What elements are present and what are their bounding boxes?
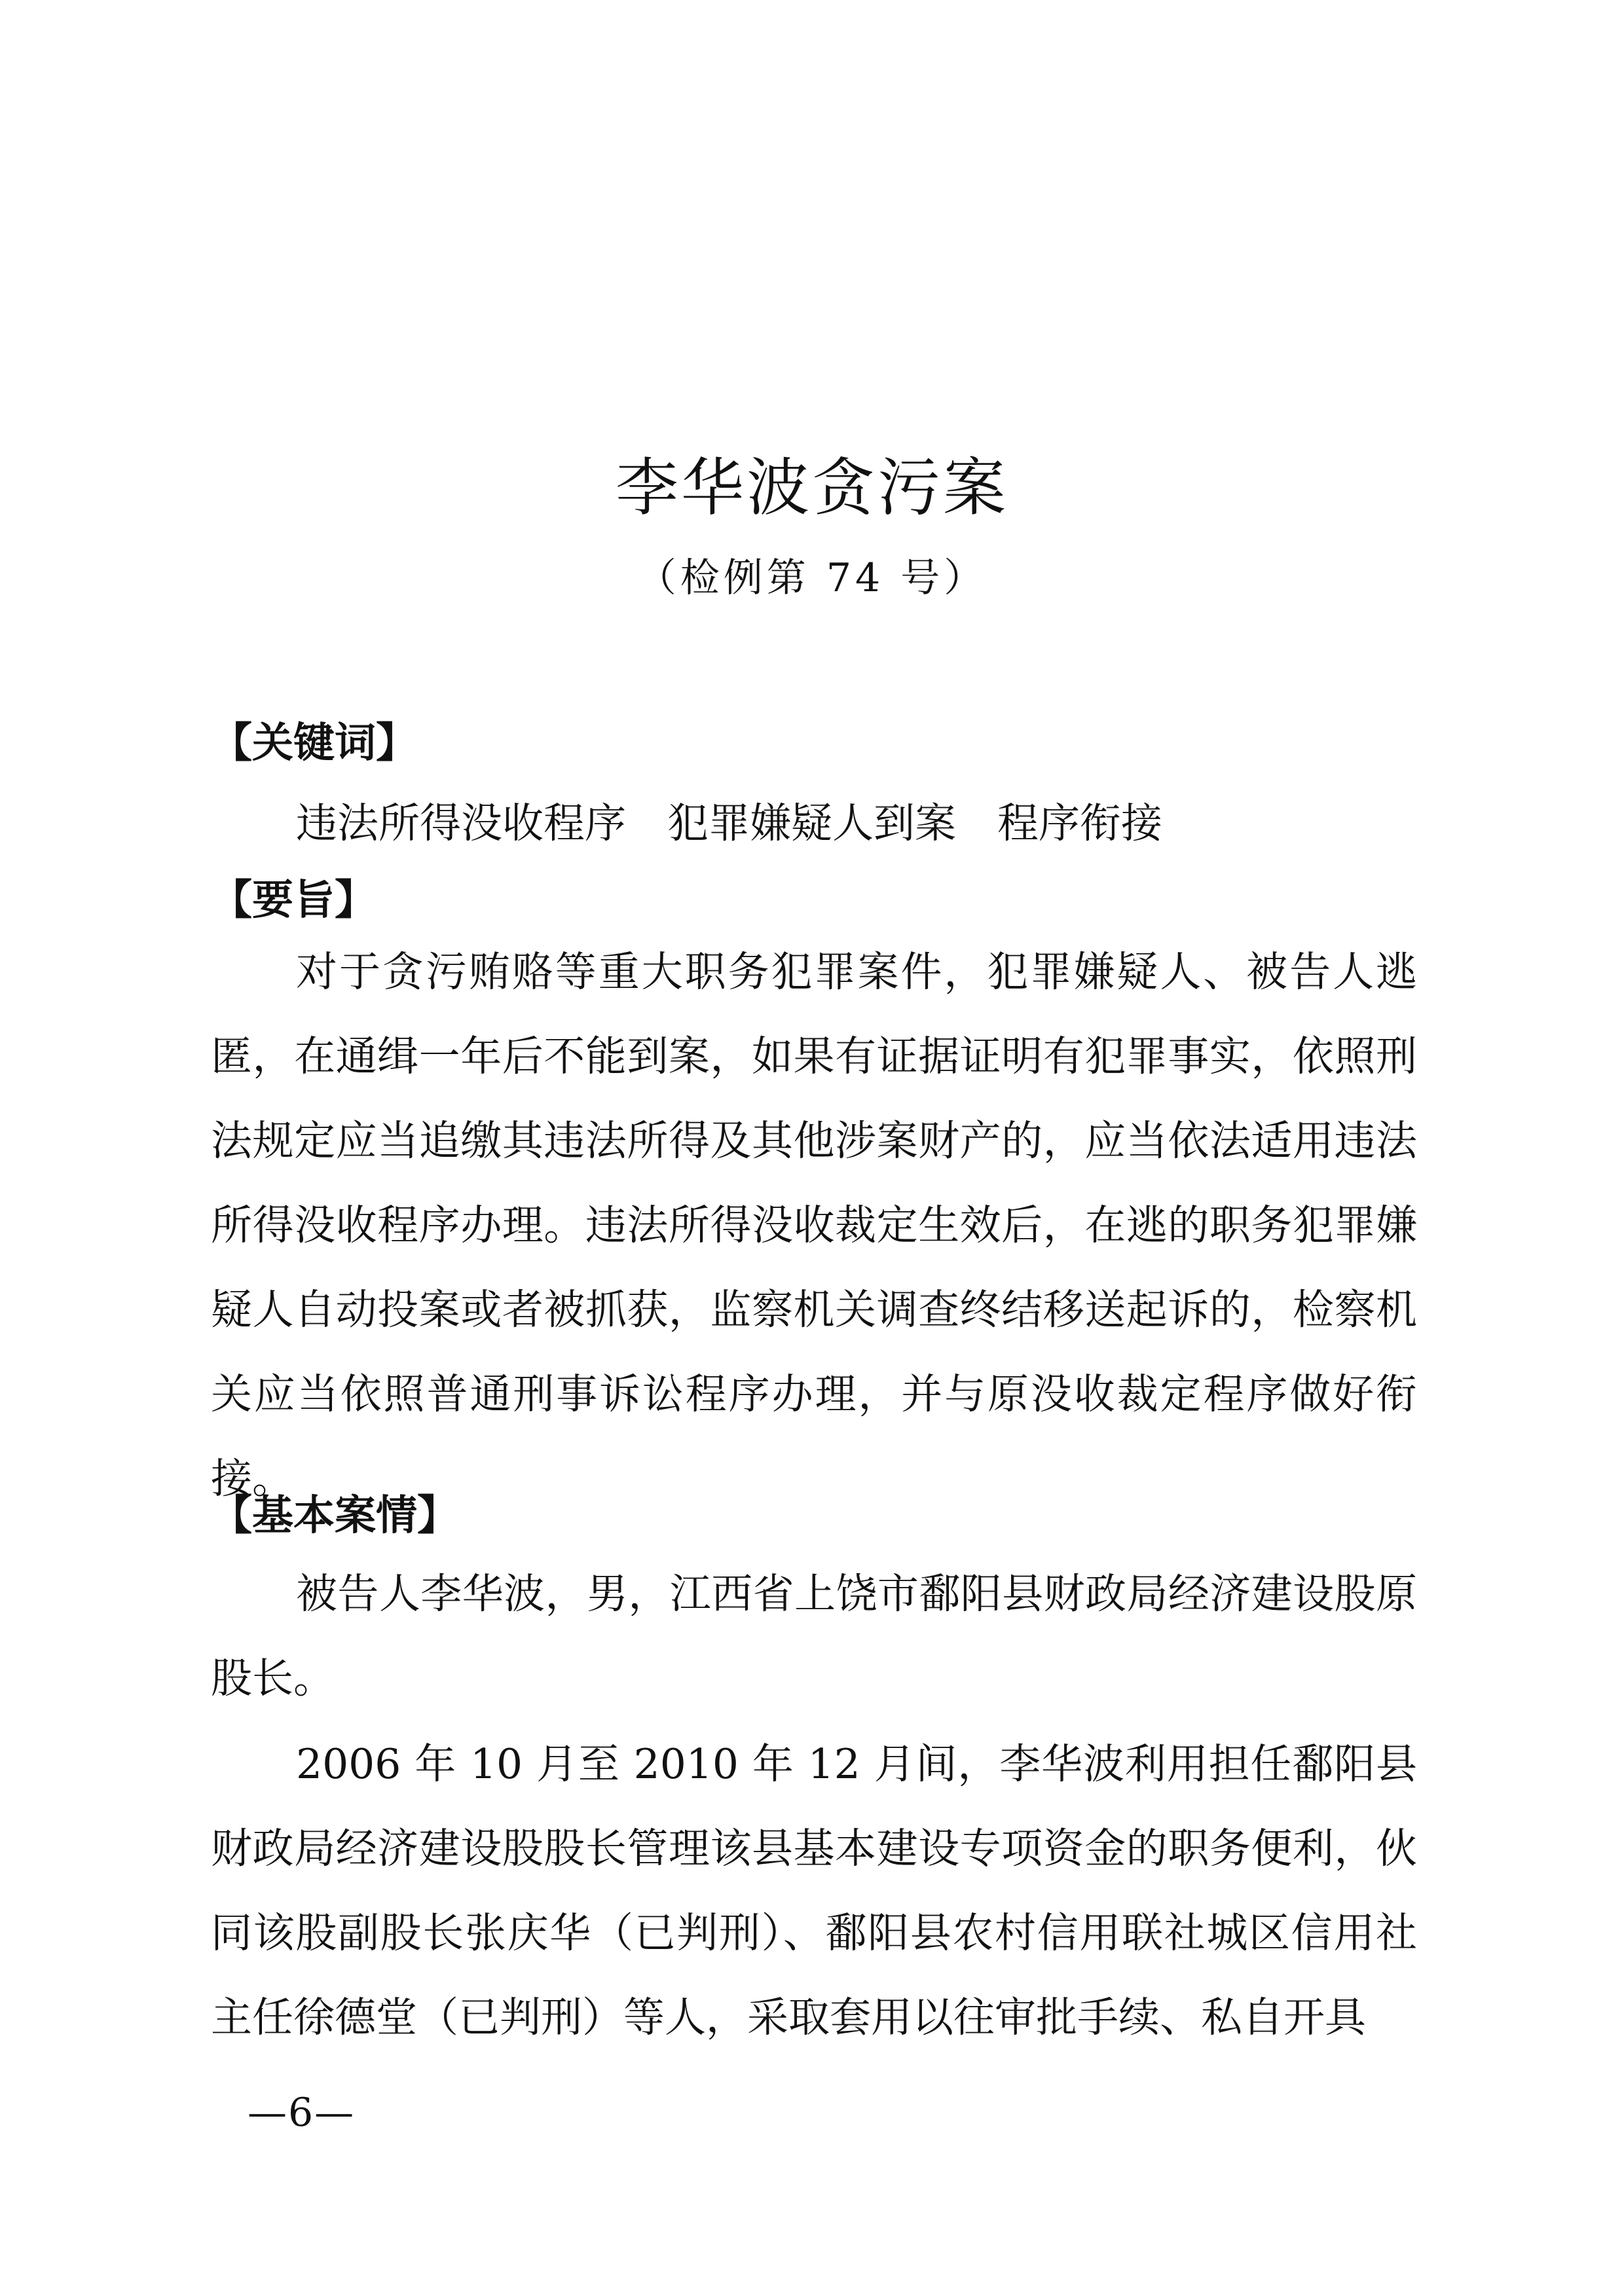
facts-paragraph-2: 2006 年 10 月至 2010 年 12 月间，李华波利用担任鄱阳县财政局经济建设股股长管理该县基本建设专项资金的职务便利，伙同该股副股长张庆华（已判刑）、鄱阳县农村信用联社城区信用社主任徐德堂（已判刑）等人，采取套用以往审批手续、私自开具 [211, 1740, 1417, 2041]
keywords-heading: 【关键词】 [211, 719, 417, 767]
gist-paragraph: 对于贪污贿赂等重大职务犯罪案件，犯罪嫌疑人、被告人逃匿，在通缉一年后不能到案，如果有证据证明有犯罪事实，依照刑法规定应当追缴其违法所得及其他涉案财产的，应当依法适用违法所得没收程序办理。违法所得没收裁定生效后，在逃的职务犯罪嫌疑人自动投案或者被抓获，监察机关调查终结移送起诉的，检察机关应当依照普通刑事诉讼程序办理，并与原没收裁定程序做好衔接。 [211, 948, 1417, 1503]
case-number: （检例第 74 号） [637, 555, 987, 601]
gist-heading: 【要旨】 [211, 876, 376, 924]
facts-paragraph-1: 被告人李华波，男，江西省上饶市鄱阳县财政局经济建设股原股长。 [211, 1570, 1417, 1702]
page-number: —6— [248, 2090, 356, 2136]
facts-heading: 【基本案情】 [211, 1491, 458, 1539]
keywords-text: 违法所得没收程序 犯罪嫌疑人到案 程序衔接 [296, 799, 1162, 847]
case-title: 李华波贪污案 [616, 451, 1008, 524]
